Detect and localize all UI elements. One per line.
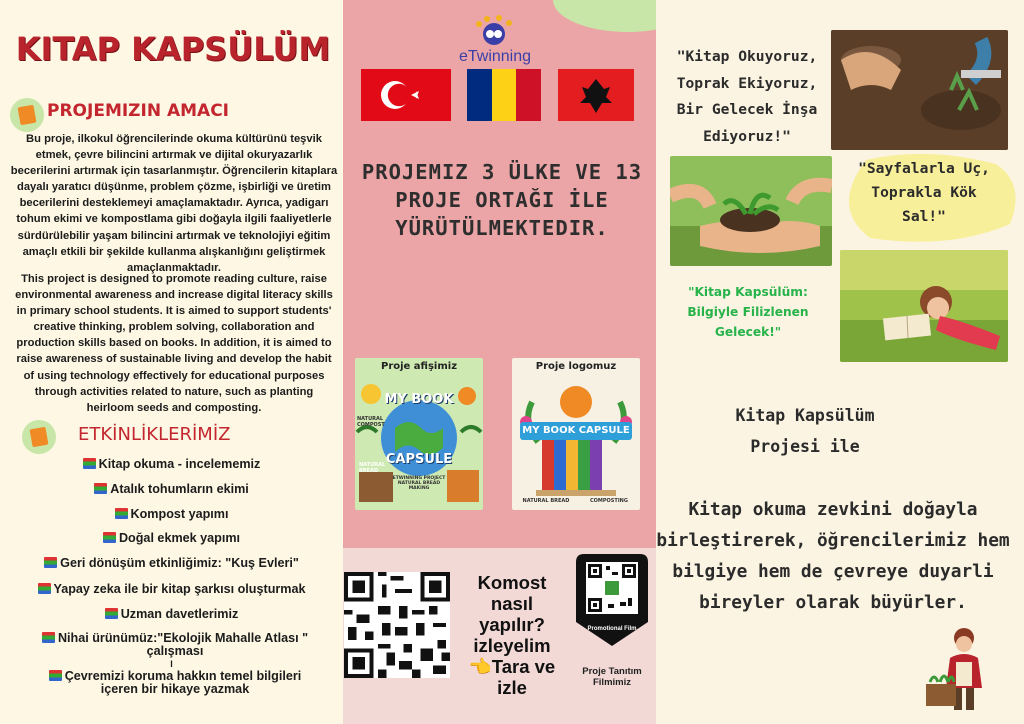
activity-item: I xyxy=(170,659,173,669)
books-icon xyxy=(103,532,116,543)
books-icon xyxy=(42,632,55,643)
middle-panel xyxy=(343,0,656,724)
books-icon xyxy=(115,508,128,519)
etwinning-logo-icon xyxy=(469,14,519,50)
activity-item: Yapay zeka ile bir kitap şarkısı oluşturmak xyxy=(0,583,343,596)
activity-item: Doğal ekmek yapımı xyxy=(0,532,343,545)
closing-body: Kitap okuma zevkini doğayla birleştirerek, öğrencilerimiz hem bilgiye hem de çevreye duyarli bireyler olarak büyürler. xyxy=(656,499,1010,613)
compost-qr-caption: Komost nasıl yapılır? izleyelim 👈Tara ve izle xyxy=(468,572,556,698)
gardener-illustration xyxy=(924,624,1000,714)
books-icon xyxy=(83,458,96,469)
activities-heading: ETKİNLİKLERİMİZ xyxy=(78,424,231,445)
logo-banner: MY BOOK CAPSULE xyxy=(520,422,632,440)
quote-growing-future: "Kitap Kapsülüm: Bilgiyle Filizlenen Gelecek!" xyxy=(687,285,809,339)
photo-seedling-hands xyxy=(670,156,832,266)
leaf-decoration xyxy=(548,0,656,34)
books-icon xyxy=(49,670,62,681)
poster-line2: CAPSULE xyxy=(385,452,453,467)
photo-girl-reading xyxy=(840,250,1008,362)
poster-tag2: NATURAL BREAD xyxy=(359,462,386,474)
books-icon xyxy=(38,583,51,594)
romania-flag xyxy=(467,69,541,121)
page-title: KITAP KAPSÜLÜM xyxy=(15,30,331,68)
partners-text: PROJEMIZ 3 ÜLKE VE 13 PROJE ORTAĞI İLE YÜRÜTÜLMEKTEDIR. xyxy=(361,160,643,240)
logo-foot2: COMPOSTING xyxy=(590,498,628,504)
books-icon xyxy=(44,557,57,568)
film-qr-badge[interactable] xyxy=(572,552,652,648)
book-icon xyxy=(10,98,44,132)
poster-label: Proje afişimiz xyxy=(380,361,458,372)
quote-pages: "Sayfalarla Uç, Toprakla Kök Sal!" xyxy=(858,160,990,225)
photo-planting-hands xyxy=(831,30,1008,150)
logo-image xyxy=(512,372,640,510)
etwinning-label: eTwinning xyxy=(458,48,532,65)
project-logo xyxy=(512,358,640,510)
quote-reading: "Kitap Okuyoruz, Toprak Ekiyoruz, Bir Gelecek İnşa Ediyoruz!" xyxy=(676,48,818,145)
poster-line1: MY BOOK xyxy=(384,392,454,407)
book-icon xyxy=(22,420,56,454)
left-panel xyxy=(0,0,343,724)
activity-item: Geri dönüşüm etkinliğimiz: "Kuş Evleri" xyxy=(0,557,343,570)
albania-flag xyxy=(558,69,634,121)
poster-tag1: NATURAL COMPOST xyxy=(357,416,385,428)
film-badge-label: Promotional Film xyxy=(587,626,637,632)
film-caption: Proje Tanıtım Filmimiz xyxy=(582,666,642,688)
activity-item: Kitap okuma - incelememiz xyxy=(0,458,343,471)
activity-item: Atalık tohumların ekimi xyxy=(0,483,343,496)
activity-item: Kompost yapımı xyxy=(0,508,343,521)
activity-item: Çevremizi koruma hakkın temel bilgileri içeren bir hikaye yazmak xyxy=(30,670,320,696)
books-icon xyxy=(94,483,107,494)
logo-foot1: NATURAL BREAD xyxy=(522,498,570,504)
compost-qr-code[interactable] xyxy=(344,572,450,678)
closing-heading: Kitap Kapsülüm Projesi ile xyxy=(735,406,875,456)
activity-item: Nihai ürünümüz:"Ekolojik Mahalle Atlası " çalışması xyxy=(20,632,330,658)
project-poster xyxy=(355,358,483,510)
books-icon xyxy=(105,608,118,619)
aim-text-en: This project is designed to promote reading culture, raise environmental awareness and increase digital literacy skills in primary school students. It is aimed to support students' creative thinking, problem solving, collaboration and production skills based on books. In addition, it is aimed to raise awareness of sustainable living and develop the habit of using technology effectively for educational purposes through activities related to nature, such as planting heirloom seeds and composting. xyxy=(15,273,333,414)
aim-text-tr: Bu proje, ilkokul öğrencilerinde okuma kültürünü teşvik etmek, çevre bilincini artırmak ve dijital okuryazarlık becerilerini artırmak için tasarlanmıştır. Öğrencilerin kitaplara dayalı yaratıcı düşünme, problem çözme, işbirliği ve üretim becerilerini desteklemeyi amaçlamaktadır. Ayrıca, yadigarı tohum ekimi ve kompostlama gibi doğayla ilgili faaliyetlerle sürdürülebilir yaşam bilincini artırmak ve teknolojiyi eğitim amaçlı etkili bir şekilde kullanma alışkanlığını geliştirmek amaçlanmaktadır. xyxy=(10,133,338,274)
logo-label: Proje logomuz xyxy=(535,361,617,372)
activity-item: Uzman davetlerimiz xyxy=(0,608,343,621)
poster-tag3: ETWINNING PROJECT NATURAL BREAD MAKING xyxy=(392,476,446,491)
turkey-flag xyxy=(361,69,451,121)
aim-heading: PROJEMIZIN AMACI xyxy=(47,101,230,121)
